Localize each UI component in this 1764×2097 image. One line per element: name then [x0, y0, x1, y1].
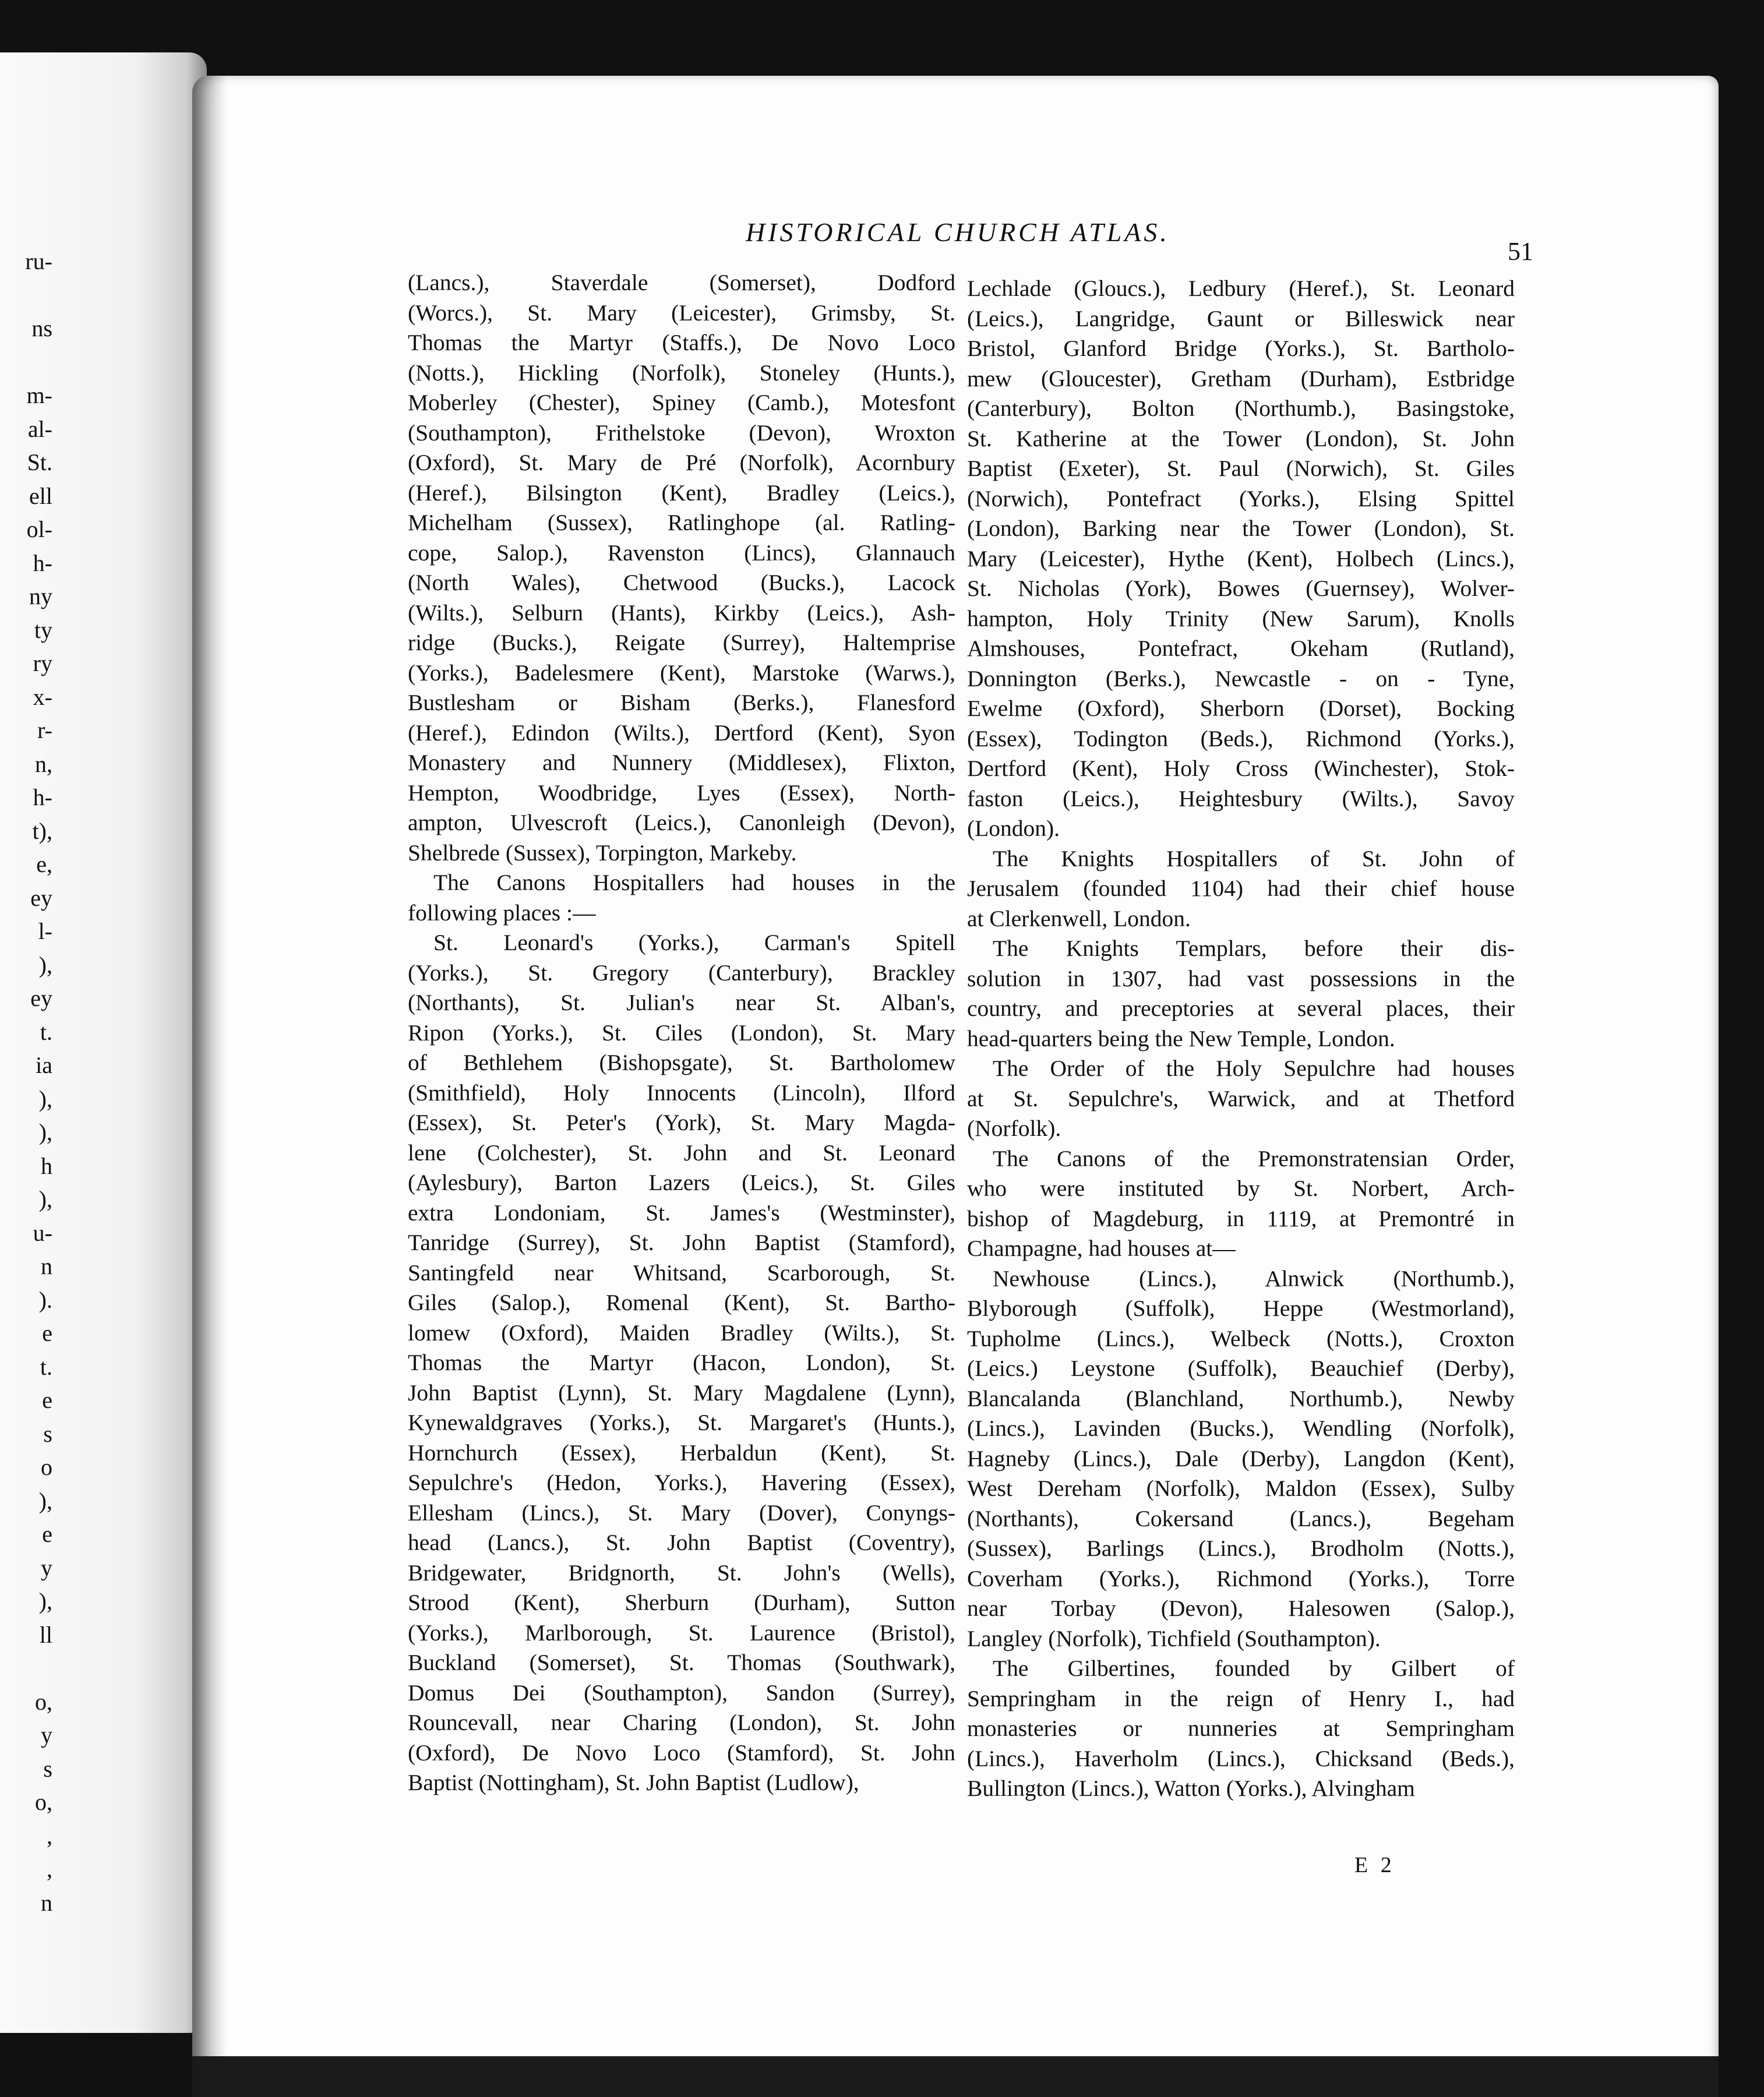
- text-line: Thomas the Martyr (Staffs.), De Novo Loco: [408, 330, 955, 355]
- running-head: HISTORICAL CHURCH ATLAS.: [746, 217, 1170, 247]
- text-line: who were instituted by St. Norbert, Arch-: [967, 1175, 1515, 1201]
- paragraph: [967, 1654, 1515, 1804]
- paragraph: [967, 1144, 1515, 1264]
- text-line: (Lincs.), Haverholm (Lincs.), Chicksand (Beds.),: [967, 1745, 1515, 1771]
- previous-page-fragment: ol-: [26, 516, 52, 542]
- previous-page-fragment: al-: [27, 415, 52, 442]
- previous-page-fragment: h: [41, 1152, 52, 1179]
- text-line: Bustlesham or Bisham (Berks.), Flanesford: [408, 690, 955, 715]
- previous-page-fragment: ey: [30, 985, 52, 1011]
- text-line: (Heref.), Bilsington (Kent), Bradley (Leics.),: [408, 479, 955, 506]
- previous-page-fragment: m-: [26, 382, 52, 408]
- previous-page-fragment: x-: [33, 683, 52, 710]
- previous-page-fragment: ),: [38, 1588, 52, 1614]
- text-line: solution in 1307, had vast possessions in the: [967, 965, 1515, 991]
- text-line: (Norwich), Pontefract (Yorks.), Elsing Spittel: [967, 485, 1515, 511]
- previous-page-fragment: ,: [47, 1856, 52, 1882]
- text-line: The Gilbertines, founded by Gilbert of: [993, 1655, 1515, 1681]
- previous-page-fragment: ll: [39, 1621, 52, 1648]
- previous-page-fragment: n: [41, 1253, 52, 1279]
- text-line: The Order of the Holy Sepulchre had houses: [993, 1055, 1515, 1081]
- text-line: St. Leonard's (Yorks.), Carman's Spitell: [433, 930, 955, 955]
- text-line: St. Nicholas (York), Bowes (Guernsey), Wolver-: [967, 576, 1515, 601]
- text-line: The Knights Hospitallers of St. John of: [993, 845, 1515, 871]
- text-line: The Canons of the Premonstratensian Order,: [993, 1145, 1515, 1171]
- previous-page-fragment: r-: [37, 717, 52, 743]
- text-line: Thomas the Martyr (Hacon, London), St.: [408, 1350, 955, 1375]
- text-line: of Bethlehem (Bishopsgate), St. Bartholomew: [408, 1050, 955, 1075]
- previous-page-fragment: t.: [40, 1353, 52, 1380]
- text-line: (Worcs.), St. Mary (Leicester), Grimsby, St.: [408, 299, 955, 326]
- text-line: Baptist (Nottingham), St. John Baptist (Ludlow),: [408, 1770, 859, 1795]
- text-line: Buckland (Somerset), St. Thomas (Southwark),: [408, 1650, 955, 1675]
- previous-page-fragment: ),: [38, 1119, 52, 1145]
- text-line: Santingfeld near Whitsand, Scarborough, St.: [408, 1259, 955, 1286]
- previous-page-fragment: ell: [29, 482, 52, 509]
- text-line: West Dereham (Norfolk), Maldon (Essex), Sulby: [967, 1475, 1515, 1501]
- paragraph: [967, 274, 1515, 844]
- previous-page-fragment: ny: [29, 583, 52, 609]
- text-line: Michelham (Sussex), Ratlinghope (al. Ratling-: [408, 510, 955, 535]
- text-line: Hempton, Woodbridge, Lyes (Essex), North-: [408, 779, 955, 806]
- text-line: (Leics.) Leystone (Suffolk), Beauchief (Derby),: [967, 1355, 1515, 1381]
- text-line: ridge (Bucks.), Reigate (Surrey), Haltemprise: [408, 630, 955, 655]
- previous-page-fragment: o,: [35, 1789, 52, 1815]
- text-line: Jerusalem (founded 1104) had their chief house: [967, 875, 1515, 901]
- text-line: Lechlade (Gloucs.), Ledbury (Heref.), St. Leonard: [967, 276, 1515, 301]
- text-line: following places :—: [408, 899, 596, 926]
- previous-page-fragment: e,: [36, 851, 52, 877]
- previous-page-fragment: ia: [36, 1052, 52, 1078]
- previous-page-edge: [0, 52, 207, 2033]
- text-line: (Yorks.), Badelesmere (Kent), Marstoke (Warws.),: [408, 659, 955, 686]
- previous-page-fragment: n,: [35, 750, 52, 777]
- text-line: extra Londoniam, St. James's (Westminster),: [408, 1199, 955, 1226]
- text-line: head (Lancs.), St. John Baptist (Coventry),: [408, 1530, 955, 1555]
- text-line: ampton, Ulvescroft (Leics.), Canonleigh (Devon),: [408, 810, 955, 835]
- previous-page-fragment: e: [42, 1521, 52, 1547]
- spine-shadow: [192, 76, 227, 2068]
- previous-page-fragment: t),: [32, 817, 52, 844]
- text-line: Monastery and Nunnery (Middlesex), Flixton,: [408, 750, 955, 775]
- previous-page-fragment: e: [42, 1387, 52, 1413]
- text-line: The Knights Templars, before their dis-: [993, 935, 1515, 961]
- text-column-left: [408, 268, 955, 1798]
- text-line: Ewelme (Oxford), Sherborn (Dorset), Bocking: [967, 696, 1515, 721]
- text-line: (London).: [967, 816, 1060, 841]
- previous-page-fragment: ),: [38, 1186, 52, 1212]
- text-line: hampton, Holy Trinity (New Sarum), Knolls: [967, 605, 1515, 631]
- text-line: (Essex), St. Peter's (York), St. Mary Magda-: [408, 1110, 955, 1135]
- paragraph: [408, 868, 955, 928]
- text-line: Donnington (Berks.), Newcastle - on - Tyne,: [967, 665, 1515, 691]
- paragraph: [967, 934, 1515, 1054]
- text-line: Blyborough (Suffolk), Heppe (Westmorland),: [967, 1295, 1515, 1321]
- text-line: lene (Colchester), St. John and St. Leonard: [408, 1139, 955, 1166]
- previous-page-fragment: y: [41, 1722, 52, 1748]
- previous-page-fragment: n: [41, 1889, 52, 1916]
- text-line: faston (Leics.), Heightesbury (Wilts.), Savoy: [967, 785, 1515, 811]
- text-line: Kynewaldgraves (Yorks.), St. Margaret's (Hunts.),: [408, 1410, 955, 1435]
- previous-page-fragment: l-: [38, 918, 52, 944]
- text-line: (Wilts.), Selburn (Hants), Kirkby (Leics.), Ash-: [408, 599, 955, 626]
- text-line: The Canons Hospitallers had houses in the: [433, 870, 955, 895]
- text-line: Bridgewater, Bridgnorth, St. John's (Wells),: [408, 1559, 955, 1586]
- text-line: (Lincs.), Lavinden (Bucks.), Wendling (Norfolk),: [967, 1415, 1515, 1441]
- page-number: 51: [1508, 237, 1533, 266]
- text-line: Baptist (Exeter), St. Paul (Norwich), St. Giles: [967, 456, 1515, 481]
- text-line: (London), Barking near the Tower (London), St.: [967, 516, 1515, 541]
- previous-page-fragment: s: [43, 1755, 52, 1782]
- text-line: Shelbrede (Sussex), Torpington, Markeby.: [408, 839, 797, 866]
- previous-page-fragment: [0, 278, 52, 312]
- text-line: cope, Salop.), Ravenston (Lincs), Glannauch: [408, 539, 955, 566]
- text-line: Moberley (Chester), Spiney (Camb.), Motesfont: [408, 390, 955, 415]
- text-line: Hagneby (Lincs.), Dale (Derby), Langdon (Kent),: [967, 1445, 1515, 1471]
- paragraph: [408, 268, 955, 868]
- text-line: (Northants), St. Julian's near St. Alban's,: [408, 990, 955, 1015]
- previous-page-fragment: h-: [33, 549, 52, 576]
- text-line: (Lancs.), Staverdale (Somerset), Dodford: [408, 270, 955, 295]
- paragraph: [967, 1054, 1515, 1144]
- text-line: (North Wales), Chetwood (Bucks.), Lacock: [408, 570, 955, 595]
- previous-page-fragment: ,: [47, 1822, 52, 1849]
- text-line: (Smithfield), Holy Innocents (Lincoln), Ilford: [408, 1079, 955, 1106]
- text-line: Domus Dei (Southampton), Sandon (Surrey),: [408, 1679, 955, 1706]
- text-line: at St. Sepulchre's, Warwick, and at Thetford: [967, 1085, 1515, 1111]
- previous-page-fragment: [0, 345, 52, 379]
- previous-page-fragment: St.: [27, 449, 52, 475]
- text-column-right: [967, 274, 1515, 1804]
- text-line: (Southampton), Frithelstoke (Devon), Wroxton: [408, 419, 955, 446]
- text-line: Bullington (Lincs.), Watton (Yorks.), Alvingham: [967, 1775, 1415, 1801]
- previous-page-fragment: ry: [33, 650, 52, 676]
- text-line: Rouncevall, near Charing (London), St. John: [408, 1710, 955, 1735]
- paragraph: [967, 844, 1515, 934]
- text-line: Giles (Salop.), Romenal (Kent), St. Bartho-: [408, 1290, 955, 1315]
- previous-page-fragment: o: [41, 1454, 52, 1480]
- text-line: St. Katherine at the Tower (London), St. John: [967, 425, 1515, 451]
- page-bottom-edge: [192, 2056, 1719, 2097]
- previous-page-fragment: ).: [38, 1286, 52, 1313]
- previous-page-fragment: ns: [31, 315, 52, 341]
- previous-page-fragment: y: [41, 1554, 52, 1581]
- previous-page-fragment: [0, 1651, 52, 1685]
- text-line: (Canterbury), Bolton (Northumb.), Basingstoke,: [967, 396, 1515, 421]
- previous-page-fragment: u-: [33, 1219, 52, 1246]
- text-line: Tupholme (Lincs.), Welbeck (Notts.), Croxton: [967, 1325, 1515, 1351]
- text-line: Hornchurch (Essex), Herbaldun (Kent), St.: [408, 1439, 955, 1466]
- text-line: Champagne, had houses at—: [967, 1235, 1236, 1261]
- text-line: Langley (Norfolk), Tichfield (Southampton).: [967, 1625, 1381, 1651]
- text-line: John Baptist (Lynn), St. Mary Magdalene (Lynn),: [408, 1379, 955, 1406]
- text-line: (Yorks.), St. Gregory (Canterbury), Brackley: [408, 959, 955, 986]
- text-line: country, and preceptories at several places, their: [967, 995, 1515, 1021]
- printer-signature-mark: E 2: [1354, 1853, 1395, 1877]
- text-line: Sempringham in the reign of Henry I., had: [967, 1685, 1515, 1711]
- text-line: Blancalanda (Blanchland, Northumb.), Newby: [967, 1385, 1515, 1411]
- text-line: (Oxford), St. Mary de Pré (Norfolk), Acornbury: [408, 450, 955, 475]
- text-line: (Leics.), Langridge, Gaunt or Billeswick near: [967, 305, 1515, 331]
- previous-page-fragment: ru-: [25, 248, 52, 274]
- previous-page-fragment: t.: [40, 1018, 52, 1045]
- text-line: (Aylesbury), Barton Lazers (Leics.), St. Giles: [408, 1170, 955, 1195]
- text-line: Sepulchre's (Hedon, Yorks.), Havering (Essex),: [408, 1470, 955, 1495]
- text-line: head-quarters being the New Temple, London.: [967, 1025, 1395, 1051]
- text-line: monasteries or nunneries at Sempringham: [967, 1715, 1515, 1741]
- previous-page-fragment: ),: [38, 951, 52, 978]
- text-line: (Yorks.), Marlborough, St. Laurence (Bristol),: [408, 1619, 955, 1646]
- text-line: (Essex), Todington (Beds.), Richmond (Yorks.),: [967, 725, 1515, 751]
- text-line: near Torbay (Devon), Halesowen (Salop.),: [967, 1595, 1515, 1621]
- text-line: mew (Gloucester), Gretham (Durham), Estbridge: [967, 365, 1515, 391]
- text-line: (Heref.), Edindon (Wilts.), Dertford (Kent), Syon: [408, 719, 955, 746]
- paragraph: [408, 928, 955, 1798]
- text-line: Mary (Leicester), Hythe (Kent), Holbech (Lincs.),: [967, 545, 1515, 571]
- paragraph: [967, 1264, 1515, 1654]
- text-line: Dertford (Kent), Holy Cross (Winchester), Stok-: [967, 756, 1515, 781]
- previous-page-fragment: ),: [38, 1085, 52, 1112]
- text-line: (Oxford), De Novo Loco (Stamford), St. John: [408, 1739, 955, 1766]
- previous-page-fragment: e: [42, 1320, 52, 1346]
- text-line: Bristol, Glanford Bridge (Yorks.), St. Bartholo-: [967, 336, 1515, 361]
- text-line: Ripon (Yorks.), St. Ciles (London), St. Mary: [408, 1019, 955, 1046]
- text-line: Ellesham (Lincs.), St. Mary (Dover), Conyngs-: [408, 1499, 955, 1526]
- text-line: Almshouses, Pontefract, Okeham (Rutland),: [967, 636, 1515, 661]
- previous-page-fragment: h-: [33, 784, 52, 810]
- previous-page-fragment: ),: [38, 1487, 52, 1514]
- text-line: (Sussex), Barlings (Lincs.), Brodholm (Notts.),: [967, 1535, 1515, 1561]
- text-line: Coverham (Yorks.), Richmond (Yorks.), Torre: [967, 1565, 1515, 1591]
- previous-page-fragment: ty: [34, 616, 52, 643]
- text-line: Strood (Kent), Sherburn (Durham), Sutton: [408, 1590, 955, 1615]
- text-line: lomew (Oxford), Maiden Bradley (Wilts.), St.: [408, 1319, 955, 1346]
- text-line: at Clerkenwell, London.: [967, 905, 1191, 931]
- previous-page-fragment: ey: [30, 884, 52, 911]
- text-line: (Notts.), Hickling (Norfolk), Stoneley (Hunts.),: [408, 359, 955, 386]
- previous-page-line-fragments: [0, 245, 52, 1919]
- text-line: Tanridge (Surrey), St. John Baptist (Stamford),: [408, 1230, 955, 1255]
- text-line: (Northants), Cokersand (Lancs.), Begeham: [967, 1505, 1515, 1531]
- text-line: bishop of Magdeburg, in 1119, at Premontré in: [967, 1205, 1515, 1231]
- text-line: (Norfolk).: [967, 1115, 1061, 1141]
- previous-page-fragment: o,: [35, 1688, 52, 1715]
- text-line: Newhouse (Lincs.), Alnwick (Northumb.),: [993, 1265, 1515, 1291]
- previous-page-fragment: s: [43, 1420, 52, 1447]
